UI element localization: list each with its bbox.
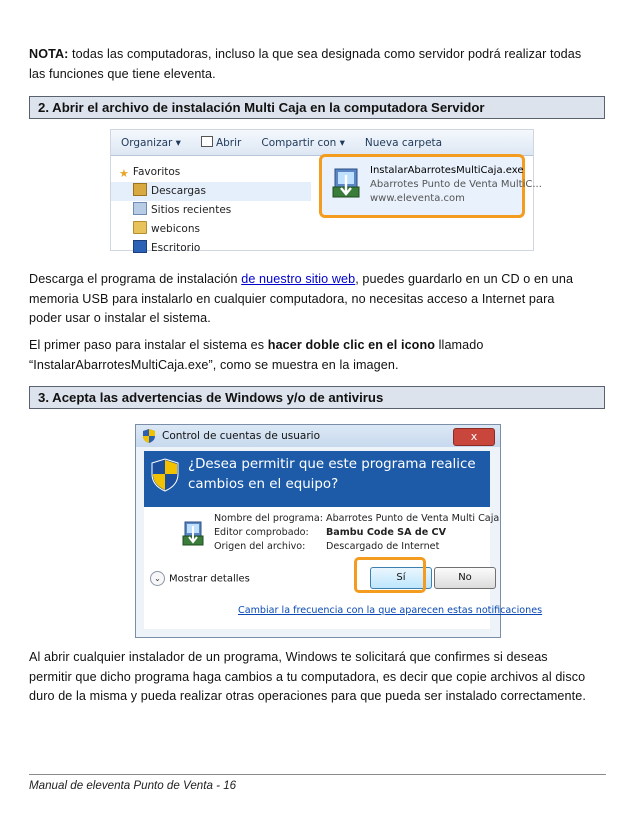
yes-button[interactable]: Sí (370, 567, 432, 589)
nav-item-webicons[interactable]: webicons (111, 220, 311, 239)
section-heading-2: 2. Abrir el archivo de instalación Multi Caja en la computadora Servidor (29, 96, 605, 119)
new-folder-button[interactable]: Nueva carpeta (364, 136, 443, 149)
uac-explanation-paragraph: Al abrir cualquier instalador de un programa, Windows te solicitará que confirmes si deseas permitir que dicho programa haga cambios a tu computadora, es decir que copie archivos al disco duro de la misma y pueda realizar otras operaciones para que pueda ser instalado correctamente. (29, 650, 586, 703)
explorer-screenshot (110, 129, 542, 254)
section-heading-3: 3. Acepta las advertencias de Windows y/o de antivirus (29, 386, 605, 409)
chevron-down-icon: ⌄ (150, 571, 165, 586)
uac-row-program: Nombre del programa: Abarrotes Punto de Venta Multi Caja (214, 513, 500, 524)
explorer-nav-pane (111, 156, 311, 254)
downloads-folder-icon (133, 183, 147, 196)
uac-title: Control de cuentas de usuario (162, 430, 320, 442)
share-menu[interactable]: Compartir con ▾ (261, 136, 345, 149)
uac-dialog (135, 424, 543, 638)
nav-item-recent-places[interactable]: Sitios recientes (111, 201, 311, 220)
uac-row-origin: Origen del archivo: Descargado de Internet (214, 541, 440, 552)
nav-item-desktop[interactable]: Escritorio (111, 239, 311, 258)
desktop-icon (133, 240, 147, 253)
uac-body (144, 507, 543, 629)
folder-icon (133, 221, 147, 234)
uac-question: ¿Desea permitir que este programa realice cambios en el equipo? (188, 457, 476, 492)
note-text-1: todas las computadoras, incluso la que sea designada como servidor podrá realizar todas (68, 47, 582, 61)
uac-header (144, 451, 490, 507)
organize-menu[interactable]: Organizar ▾ (121, 136, 181, 149)
download-paragraph: Descarga el programa de instalación de nuestro sitio web, puedes guardarlo en un CD o en una memoria USB para instalarlo en cualquier computadora, no necesitas acceso a Internet para poder usar o instalar el sistema. (29, 272, 574, 325)
program-icon (182, 521, 204, 547)
close-button[interactable]: x (453, 428, 495, 446)
emphasis-double-click: hacer doble clic en el icono (267, 338, 436, 352)
shield-icon (143, 429, 155, 443)
installer-file-item[interactable] (319, 154, 542, 218)
recent-places-icon (133, 202, 147, 215)
uac-shield-icon (152, 459, 178, 491)
yes-button-highlight (354, 557, 426, 593)
file-website: www.eleventa.com (370, 193, 465, 204)
open-button[interactable]: Abrir (201, 136, 241, 149)
nav-item-favorites[interactable]: ★ Favoritos (119, 166, 181, 180)
show-details-button[interactable]: ⌄ Mostrar detalles (150, 571, 250, 586)
file-description: Abarrotes Punto de Venta MultiC... (370, 179, 542, 190)
note-label: NOTA: (29, 47, 69, 61)
uac-row-publisher: Editor comprobado: Bambu Code SA de CV (214, 527, 447, 538)
open-icon (201, 136, 213, 147)
uac-title-bar (136, 425, 500, 447)
no-button[interactable]: No (434, 567, 496, 589)
explorer-toolbar (111, 130, 533, 156)
installer-icon (331, 167, 361, 201)
star-icon: ★ (119, 167, 129, 180)
page-footer: Manual de eleventa Punto de Venta - 16 (29, 779, 237, 792)
footer-divider (29, 774, 606, 775)
nav-item-downloads[interactable]: Descargas (111, 182, 311, 201)
website-link[interactable]: de nuestro sitio web (241, 272, 356, 286)
notification-settings-link[interactable]: Cambiar la frecuencia con la que aparecen estas notificaciones (238, 605, 543, 616)
file-name: InstalarAbarrotesMultiCaja.exe (370, 165, 524, 176)
note-paragraph (29, 45, 609, 84)
first-step-paragraph: El primer paso para instalar el sistema es hacer doble clic en el icono llamado “InstalarAbarrotesMultiCaja.exe”, como se muestra en la imagen. (29, 338, 484, 372)
note-text-2: las funciones que tiene eleventa. (29, 66, 216, 81)
